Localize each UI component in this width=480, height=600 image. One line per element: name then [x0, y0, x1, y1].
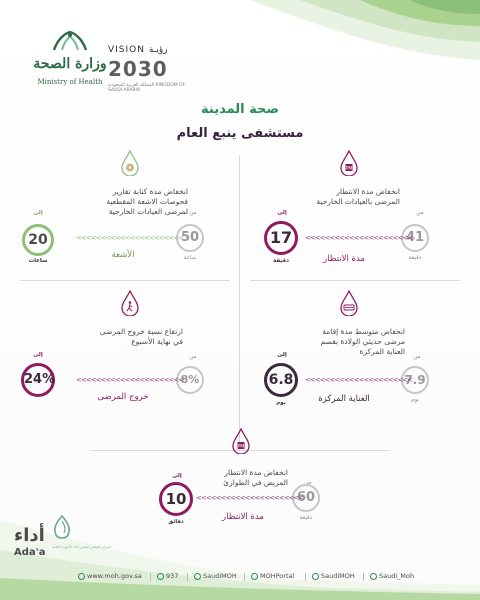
youtube-icon: [251, 573, 258, 580]
footer-contacts: [0, 572, 480, 586]
kpi-from-unit: دقيقة: [299, 515, 313, 521]
kpi-description: انخفاض مدة كتابة تقارير فحوصات الاشعة المقطعية لمرضى العيادات الخارجية: [106, 187, 188, 216]
adaa-subtitle: المركز الوطني لقياس أداء الأجهزة العامة: [52, 545, 112, 549]
kpi-from-label: من: [413, 354, 421, 360]
kpi-to-circle: [264, 363, 298, 397]
twitter-icon: [194, 573, 201, 580]
kpi-to-unit: يوم: [276, 400, 286, 406]
kpi-description: انخفاض متوسط مدة إقامة مرضى حديثي الولادة بقسم العناية المركزة: [320, 327, 405, 356]
kpi-from-label: من: [189, 354, 197, 360]
kpi-to-circle: [22, 224, 54, 256]
vision-label: VISION رؤيـة: [108, 45, 168, 55]
horizontal-divider-left: [20, 280, 230, 281]
horizontal-divider-right: [250, 280, 460, 281]
adaa-logo: [14, 515, 112, 565]
kpi-category: العناية المركزة: [318, 394, 370, 404]
progress-arrows: <<<<<<<<<<<<<<<<<<<<<<: [305, 376, 413, 384]
footer-separator: [305, 573, 306, 581]
walking-drop-icon: [121, 290, 139, 316]
kpi-to-value: 10: [165, 490, 187, 508]
svg-text:PM: PM: [237, 444, 245, 450]
kpi-from-label: من: [304, 480, 312, 486]
kpi-to-circle: [264, 221, 298, 255]
facebook-icon: [312, 573, 319, 580]
kpi-from-value: 60: [296, 490, 316, 505]
portal-text: MOHPortal: [260, 572, 295, 580]
snapchat-icon: [370, 573, 377, 580]
kpi-description: انخفاض مدة الانتظار المريض في الطوارئ: [223, 468, 288, 487]
kpi-to-label: إلى: [172, 473, 182, 479]
kpi-from-unit: يوم: [411, 397, 419, 403]
website-text: www.moh.gov.sa: [87, 572, 142, 580]
kpi-from-label: من: [189, 210, 197, 216]
vision-year: 2030: [108, 57, 168, 81]
kpi-from-value: 7.9: [404, 373, 426, 387]
phone-text: 937: [166, 572, 179, 580]
hospital-title: مستشفى ينبع العام: [176, 126, 304, 141]
kpi-to-label: إلى: [277, 352, 287, 358]
region-title: صحة المدينة: [201, 102, 279, 117]
kpi-from-value: 41: [405, 230, 425, 245]
progress-arrows: <<<<<<<<<<<<<<<<<<<<<<: [305, 234, 413, 242]
clock-drop-icon: [232, 428, 250, 454]
progress-arrows: <<<<<<<<<<<<<<<<<<<<<<: [76, 376, 184, 384]
kpi-to-unit: دقيقة: [273, 258, 289, 264]
snapchat-text: Saudi_Moh: [379, 572, 415, 580]
kpi-card-nicu-stay: [255, 290, 460, 415]
moh-arabic-name: وزارة الصحة: [33, 56, 107, 72]
radiation-drop-icon: [121, 150, 139, 176]
progress-arrows: <<<<<<<<<<<<<<<<<<<<<<: [196, 494, 304, 502]
vertical-divider: [239, 155, 240, 450]
website-link[interactable]: [78, 572, 142, 580]
clock-drop-icon: [340, 150, 358, 176]
snapchat-link[interactable]: [370, 572, 414, 580]
bed-drop-icon: [340, 290, 358, 316]
facebook-link[interactable]: [312, 572, 355, 580]
adaa-leaf-icon: [52, 515, 72, 541]
kpi-to-value: 17: [269, 228, 293, 247]
kpi-to-circle: [159, 482, 193, 516]
kpi-to-unit: ساعات: [28, 258, 48, 264]
kpi-to-unit: دقائق: [168, 519, 184, 525]
svg-text:PM: PM: [345, 166, 353, 172]
footer-separator: [150, 573, 151, 581]
kpi-to-value: 24%: [24, 372, 56, 387]
vision-2030-logo: [108, 45, 188, 95]
kpi-category: الأشعة: [111, 250, 135, 260]
kpi-from-unit: ساعة: [183, 255, 197, 261]
progress-arrows: <<<<<<<<<<<<<<<<<<<<<<: [76, 234, 184, 242]
vision-kingdom-label: المملكة العربية السعودية KINGDOM OF SAUDI ARABIA: [108, 83, 186, 93]
kpi-to-label: إلى: [277, 210, 287, 216]
footer-separator: [244, 573, 245, 581]
kpi-card-outpatient-wait: [255, 150, 460, 275]
moh-english-name: Ministry of Health: [37, 78, 103, 86]
kpi-category: مدة الانتظار: [323, 254, 365, 264]
kpi-to-value: 6.8: [268, 372, 294, 388]
kpi-description: ارتفاع نسبة خروج المرضى في نهاية الأسبوع: [99, 327, 183, 346]
moh-emblem-icon: [50, 30, 90, 52]
ministry-of-health-logo: [30, 30, 110, 95]
kpi-from-value: 50: [180, 230, 200, 245]
phone-icon: [157, 573, 164, 580]
twitter-link[interactable]: [194, 572, 237, 580]
adaa-arabic-name: أداء: [14, 525, 45, 546]
phone-link[interactable]: [157, 572, 178, 580]
youtube-link[interactable]: [251, 572, 294, 580]
kpi-card-er-wait: [138, 428, 343, 553]
twitter-text: SaudiMOH: [203, 572, 237, 580]
footer-separator: [363, 573, 364, 581]
kpi-card-weekend-discharge: [18, 290, 223, 415]
kpi-category: خروج المرضى: [97, 392, 149, 402]
kpi-category: مدة الانتظار: [222, 512, 264, 522]
kpi-from-label: من: [416, 210, 424, 216]
adaa-english-name: Ada'a: [14, 547, 46, 558]
kpi-description: انخفاض مدة الانتظار المرضى بالعيادات الخارجية: [316, 187, 400, 206]
kpi-to-label: إلى: [33, 352, 43, 358]
kpi-to-circle: [21, 363, 55, 397]
kpi-card-radiology-reports: [18, 150, 223, 275]
footer-separator: [187, 573, 188, 581]
kpi-to-label: إلى: [33, 210, 43, 216]
facebook-text: SaudiMOH: [321, 572, 355, 580]
globe-icon: [78, 573, 85, 580]
kpi-from-unit: دقيقة: [408, 255, 422, 261]
kpi-from-value: 8%: [180, 373, 200, 386]
kpi-to-value: 20: [28, 232, 48, 248]
